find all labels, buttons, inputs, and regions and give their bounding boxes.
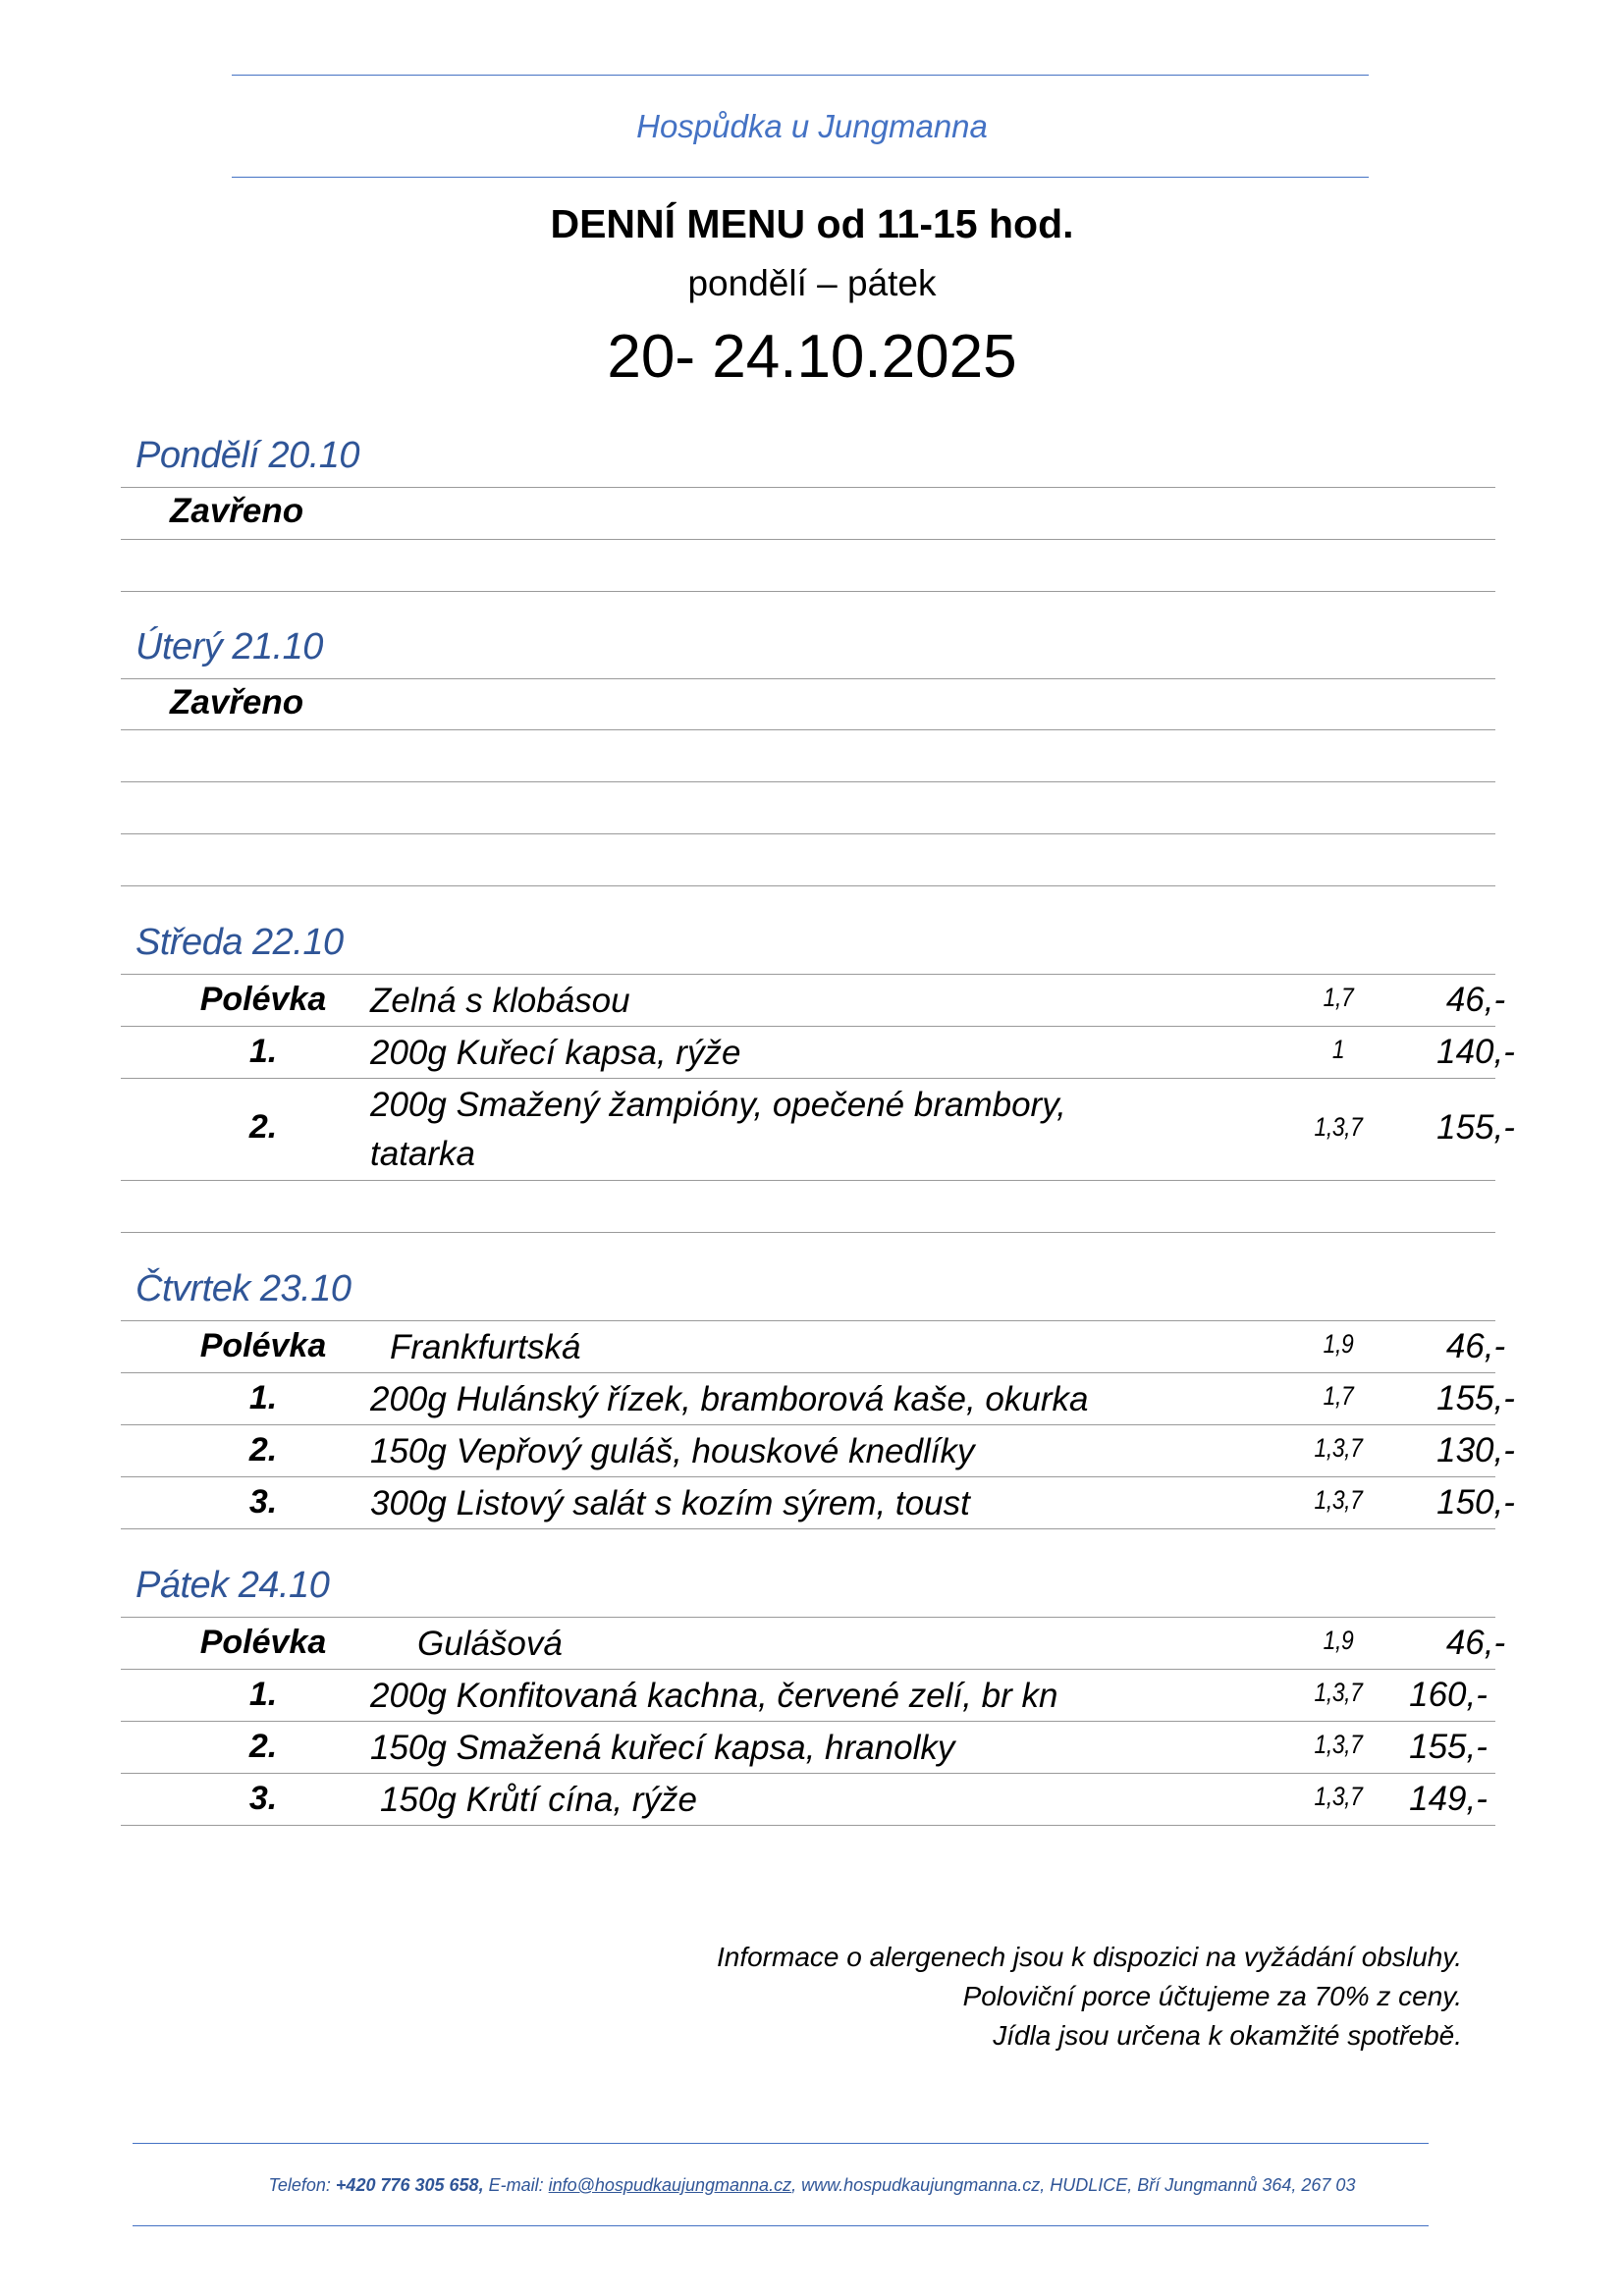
- phone-label: Telefon:: [268, 2175, 331, 2195]
- item-label: Polévka: [199, 981, 327, 1018]
- allergen-codes: 1,3,7: [1314, 1730, 1363, 1759]
- rule: [121, 1424, 1495, 1425]
- consumption-note: Jídla jsou určena k okamžité spotřebě.: [993, 2020, 1462, 2051]
- item-label: 1.: [248, 1676, 278, 1713]
- menu-subtitle: pondělí – pátek: [687, 263, 937, 303]
- menu-row: [121, 1724, 1495, 1773]
- day-heading-wednesday: Středa 22.10: [135, 922, 344, 963]
- menu-row: [121, 1029, 1515, 1078]
- dish-name: Gulášová: [417, 1625, 563, 1663]
- dish-name: 300g Listový salát s kozím sýrem, toust: [370, 1484, 970, 1522]
- day-heading-friday: Pátek 24.10: [135, 1565, 330, 1606]
- allergen-codes: 1,3,7: [1314, 1782, 1363, 1811]
- dish-name: Zelná s klobásou: [370, 982, 630, 1020]
- rule: [121, 1617, 1495, 1618]
- restaurant-name: Hospůdka u Jungmanna: [636, 108, 988, 144]
- dish-name: 150g Smažená kuřecí kapsa, hranolky: [370, 1729, 955, 1767]
- price: 160,-: [1409, 1676, 1488, 1714]
- rule: [121, 1669, 1495, 1670]
- price: 155,-: [1436, 1379, 1515, 1417]
- rule: [121, 1476, 1495, 1477]
- day-heading-tuesday: Úterý 21.10: [135, 626, 323, 667]
- allergen-codes: 1,7: [1323, 1381, 1354, 1411]
- allergen-codes: 1,3,7: [1314, 1678, 1363, 1707]
- dish-name: 200g Konfitovaná kachna, červené zelí, br kn: [370, 1677, 1058, 1715]
- rule: [121, 1320, 1495, 1321]
- menu-row: [121, 1479, 1515, 1528]
- rule: [121, 885, 1495, 886]
- closed-label-monday: Zavřeno: [170, 492, 304, 530]
- date-range: 20- 24.10.2025: [607, 323, 1017, 391]
- allergen-info-note: Informace o alergenech jsou k dispozici na vyžádání obsluhy.: [716, 1942, 1462, 1972]
- rule: [121, 1825, 1495, 1826]
- allergen-codes: 1,3,7: [1314, 1433, 1363, 1463]
- allergen-codes: 1: [1331, 1035, 1345, 1064]
- item-label: 2.: [248, 1728, 278, 1765]
- dish-name: 200g Hulánský řízek, bramborová kaše, okurka: [370, 1380, 1089, 1418]
- rule: [121, 1528, 1495, 1529]
- item-label: 2.: [248, 1431, 278, 1468]
- item-label: 1.: [248, 1379, 278, 1416]
- allergen-codes: 1,3,7: [1314, 1112, 1363, 1142]
- dish-name: Frankfurtská: [390, 1328, 581, 1366]
- menu-row: [121, 1081, 1515, 1179]
- half-portion-note: Poloviční porce účtujeme za 70% z ceny.: [962, 1981, 1462, 2011]
- rule: [121, 1721, 1495, 1722]
- rule: [121, 1372, 1495, 1373]
- price: 130,-: [1436, 1431, 1515, 1469]
- menu-row: [121, 977, 1506, 1026]
- price: 155,-: [1409, 1728, 1488, 1766]
- rule: [121, 539, 1495, 540]
- rule: [121, 781, 1495, 782]
- dish-name: 150g Krůtí cína, rýže: [380, 1781, 697, 1819]
- rule: [121, 487, 1495, 488]
- website-link[interactable]: www.hospudkaujungmanna.cz,: [801, 2175, 1046, 2195]
- price: 150,-: [1436, 1483, 1515, 1522]
- menu-row: [121, 1620, 1506, 1669]
- price: 46,-: [1445, 1624, 1506, 1662]
- dish-name: 200g Kuřecí kapsa, rýže: [370, 1034, 741, 1072]
- price: 46,-: [1445, 981, 1506, 1019]
- rule: [121, 1078, 1495, 1079]
- rule: [121, 678, 1495, 679]
- address: HUDLICE, Bří Jungmannů 364, 267 03: [1050, 2175, 1356, 2195]
- rule: [121, 591, 1495, 592]
- menu-row: [121, 1427, 1515, 1476]
- item-label: 2.: [248, 1108, 278, 1146]
- rule: [121, 1773, 1495, 1774]
- dish-name-line1: 200g Smažený žampióny, opečené brambory,: [370, 1086, 1066, 1124]
- item-label: Polévka: [199, 1327, 327, 1364]
- dish-name: 150g Vepřový guláš, houskové knedlíky: [370, 1432, 975, 1470]
- header-rule-top: [232, 75, 1369, 76]
- closed-label-tuesday: Zavřeno: [170, 683, 304, 721]
- price: 46,-: [1445, 1327, 1506, 1365]
- footer-contact: [0, 2175, 1624, 2196]
- footer-rule-top: [133, 2143, 1429, 2144]
- footer-separator: ,: [791, 2175, 797, 2195]
- header-rule-bottom: [232, 177, 1369, 178]
- price: 155,-: [1436, 1108, 1515, 1147]
- footer-rule-bottom: [133, 2225, 1429, 2226]
- menu-row: [121, 1323, 1506, 1372]
- rule: [121, 1026, 1495, 1027]
- rule: [121, 833, 1495, 834]
- email-link[interactable]: info@hospudkaujungmanna.cz: [548, 2175, 792, 2195]
- item-label: 3.: [248, 1483, 278, 1521]
- rule: [121, 974, 1495, 975]
- menu-title: DENNÍ MENU od 11-15 hod.: [550, 201, 1074, 246]
- allergen-codes: 1,9: [1323, 1626, 1354, 1655]
- allergen-codes: 1,7: [1323, 983, 1354, 1012]
- email-label: E-mail:: [488, 2175, 544, 2195]
- day-heading-monday: Pondělí 20.10: [135, 435, 360, 476]
- rule: [121, 729, 1495, 730]
- item-label: Polévka: [199, 1624, 327, 1661]
- phone-number[interactable]: +420 776 305 658,: [335, 2175, 484, 2195]
- menu-row: [121, 1776, 1495, 1825]
- rule: [121, 1232, 1495, 1233]
- item-label: 1.: [248, 1033, 278, 1070]
- price: 149,-: [1409, 1780, 1488, 1818]
- menu-row: [121, 1375, 1515, 1424]
- price: 140,-: [1436, 1033, 1515, 1071]
- allergen-codes: 1,9: [1323, 1329, 1354, 1359]
- rule: [121, 1180, 1495, 1181]
- dish-name-line2: tatarka: [370, 1135, 475, 1173]
- menu-row: [121, 1672, 1495, 1721]
- day-heading-thursday: Čtvrtek 23.10: [135, 1268, 352, 1309]
- item-label: 3.: [248, 1780, 278, 1817]
- allergen-codes: 1,3,7: [1314, 1485, 1363, 1515]
